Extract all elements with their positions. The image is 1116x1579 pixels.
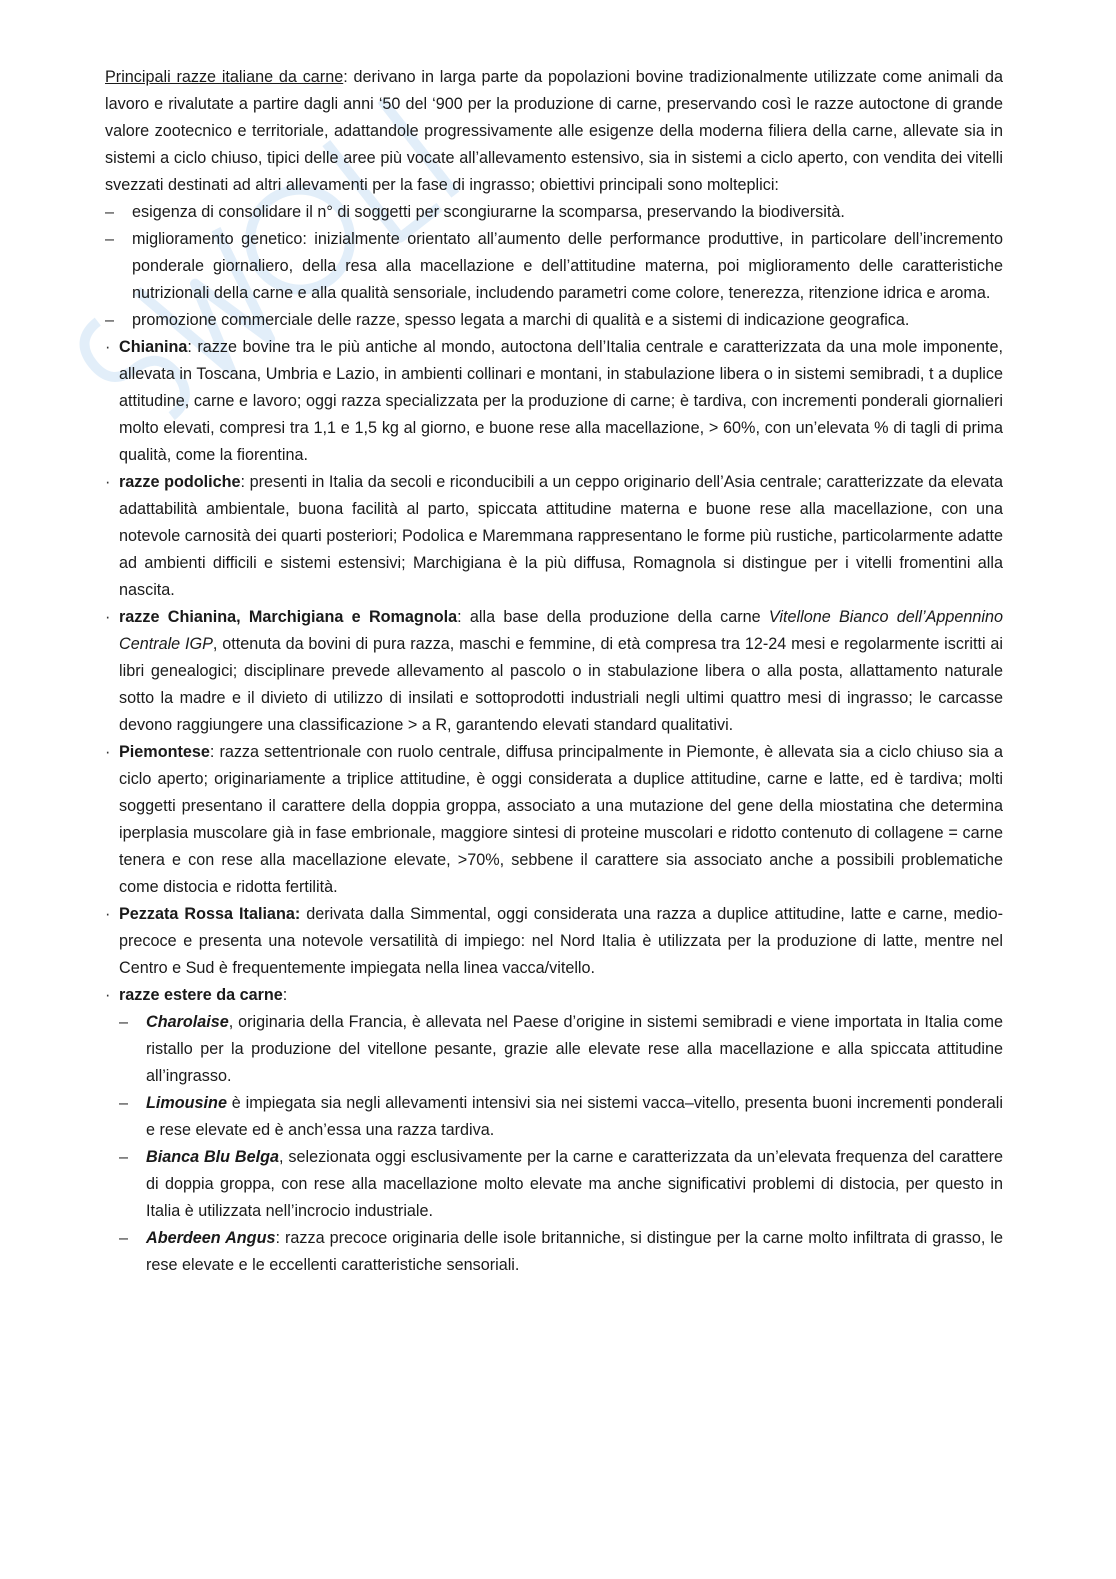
objective-item: – miglioramento genetico: inizialmente orientato all’aumento delle performance produttive, in particolare dell’incremento ponderale giornaliero, della resa alla macellazione e dell’attitudine materna, poi miglioramento delle caratteristiche nutrizionali della carne e alla qualità sensoriale, includendo parametri come colore, tenerezza, ritenzione idrica e aroma. bbox=[105, 226, 1003, 307]
breed-name: Charolaise bbox=[146, 1013, 229, 1031]
foreign-breed-item bbox=[119, 1144, 1003, 1225]
breed-name: Piemontese bbox=[119, 743, 210, 761]
intro-paragraph bbox=[105, 64, 1003, 199]
breed-pezzata bbox=[105, 901, 1003, 982]
breed-piemontese bbox=[105, 739, 1003, 901]
breed-name: razze estere da carne bbox=[119, 986, 283, 1004]
foreign-breed-item bbox=[119, 1009, 1003, 1090]
foreign-breed-item bbox=[119, 1090, 1003, 1144]
breed-text: : presenti in Italia da secoli e riconducibili a un ceppo originario dell’Asia centrale; caratterizzate da elevata adattabilità ambientale, buona facilità al parto, spiccata attitudine materna e buone rese alla macellazione, con una notevole carnosità dei quarti posteriori; Podolica e Maremmana rappresentano le forme più rustiche, particolarmente adatte ad ambienti difficili e sistemi estensivi; Marchigiana è la più diffusa, Romagnola si distingue per i vitelli fromentini alla nascita. bbox=[119, 473, 1003, 599]
breed-name: Aberdeen Angus bbox=[146, 1229, 276, 1247]
objective-item: – esigenza di consolidare il n° di soggetti per scongiurarne la scomparsa, preservando la biodiversità. bbox=[105, 199, 1003, 226]
breed-text: , ottenuta da bovini di pura razza, maschi e femmine, di età compresa tra 12-24 mesi e regolarmente iscritti ai libri genealogici; disciplinare prevede allevamento al pascolo o in stabulazione libera o alla posta, allattamento naturale sotto la madre e il divieto di utilizzo di insilati e sottoprodotti industriali negli ultimi quattro mesi di ingrasso; le carcasse devono raggiungere una classificazione > a R, garantendo elevati standard qualitativi. bbox=[119, 635, 1003, 734]
breed-chianina bbox=[105, 334, 1003, 469]
breed-text: : razze bovine tra le più antiche al mondo, autoctona dell’Italia centrale e caratterizzata da una mole imponente, allevata in Toscana, Umbria e Lazio, in ambienti collinari e montani, in stabulazione libera o in sistemi semibradi, t a duplice attitudine, carne e lavoro; oggi razza specializzata per la produzione di carne; è tardiva, con incrementi ponderali giornalieri molto elevati, compresi tra 1,1 e 1,5 kg al giorno, e buone rese alla macellazione, > 60%, con un’elevata % di tagli di prima qualità, come la fiorentina. bbox=[119, 338, 1003, 464]
breed-text: è impiegata sia negli allevamenti intensivi sia nei sistemi vacca–vitello, presenta buoni incrementi ponderali e rese elevate ed è anch’essa una razza tardiva. bbox=[146, 1094, 1003, 1139]
breed-text: : bbox=[282, 986, 288, 1004]
breed-estere bbox=[105, 982, 1003, 1279]
breed-text: , selezionata oggi esclusivamente per la carne e caratterizzata da un’elevata frequenza del carattere di doppia groppa, con rese alla macellazione molto elevate ma anche significativi problemi di distocia, per questo in Italia è utilizzata nell’incrocio industriale. bbox=[146, 1148, 1003, 1220]
document-page bbox=[105, 64, 1003, 1279]
breed-text: : razza settentrionale con ruolo centrale, diffusa principalmente in Piemonte, è allevata sia a ciclo chiuso sia a ciclo aperto; originariamente a triplice attitudine, è oggi considerata a duplice attitudine, carne e latte, ed è tardiva; molti soggetti presentano il carattere della doppia groppa, associato a una mutazione del gene della miostatina che determina iperplasia muscolare già in fase embrionale, maggiore sintesi di proteine muscolari e ridotto contenuto di collagene = carne tenera e con rese alla macellazione elevate, >70%, sebbene il carattere sia associato anche a possibili problematiche come distocia e ridotta fertilità. bbox=[119, 743, 1003, 896]
intro-text: : derivano in larga parte da popolazioni bovine tradizionalmente utilizzate come animali da lavoro e rivalutate a partire dagli anni ‘50 del ‘900 per la produzione di carne, preservando così le razze autoctone di grande valore zootecnico e territoriale, adattandole progressivamente alle esigenze della moderna filiera della carne, allevate sia in sistemi a ciclo chiuso, tipici delle aree più vocate all’allevamento estensivo, sia in sistemi a ciclo aperto, con vendita dei vitelli svezzati destinati ad altri allevamenti per la fase di ingrasso; obiettivi principali sono molteplici: bbox=[105, 68, 1003, 194]
breed-igp bbox=[105, 604, 1003, 739]
intro-heading: Principali razze italiane da carne bbox=[105, 68, 344, 86]
breed-name: Chianina bbox=[119, 338, 188, 356]
foreign-breeds-list bbox=[119, 1009, 1003, 1279]
breed-text: , originaria della Francia, è allevata nel Paese d’origine in sistemi semibradi e viene importata in Italia come ristallo per la produzione del vitellone pesante, grazie alle elevate rese alla macellazione e alla spiccata attitudine all’ingrasso. bbox=[146, 1013, 1003, 1085]
foreign-breed-item bbox=[119, 1225, 1003, 1279]
objectives-list bbox=[105, 199, 1003, 334]
breed-name: razze podoliche bbox=[119, 473, 241, 491]
breed-name: Limousine bbox=[146, 1094, 227, 1112]
breed-name: razze Chianina, Marchigiana e Romagnola bbox=[119, 608, 458, 626]
breed-podoliche bbox=[105, 469, 1003, 604]
breed-name: Pezzata Rossa Italiana: bbox=[119, 905, 301, 923]
breed-text: : razza precoce originaria delle isole britanniche, si distingue per la carne molto infiltrata di grasso, le rese elevate e le eccellenti caratteristiche sensoriali. bbox=[146, 1229, 1003, 1274]
breed-text: derivata dalla Simmental, oggi considerata una razza a duplice attitudine, latte e carne, medio-precoce e presenta una notevole versatilità di impiego: nel Nord Italia è utilizzata per la produzione di latte, mentre nel Centro e Sud è frequentemente impiegata nella linea vacca/vitello. bbox=[119, 905, 1003, 977]
breed-text: : alla base della produzione della carne bbox=[457, 608, 769, 626]
breed-name: Bianca Blu Belga bbox=[146, 1148, 280, 1166]
objective-item: – promozione commerciale delle razze, spesso legata a marchi di qualità e a sistemi di indicazione geografica. bbox=[105, 307, 1003, 334]
breeds-list bbox=[105, 334, 1003, 1279]
igp-label: Vitellone Bianco dell’Appennino Centrale IGP bbox=[119, 608, 1003, 653]
